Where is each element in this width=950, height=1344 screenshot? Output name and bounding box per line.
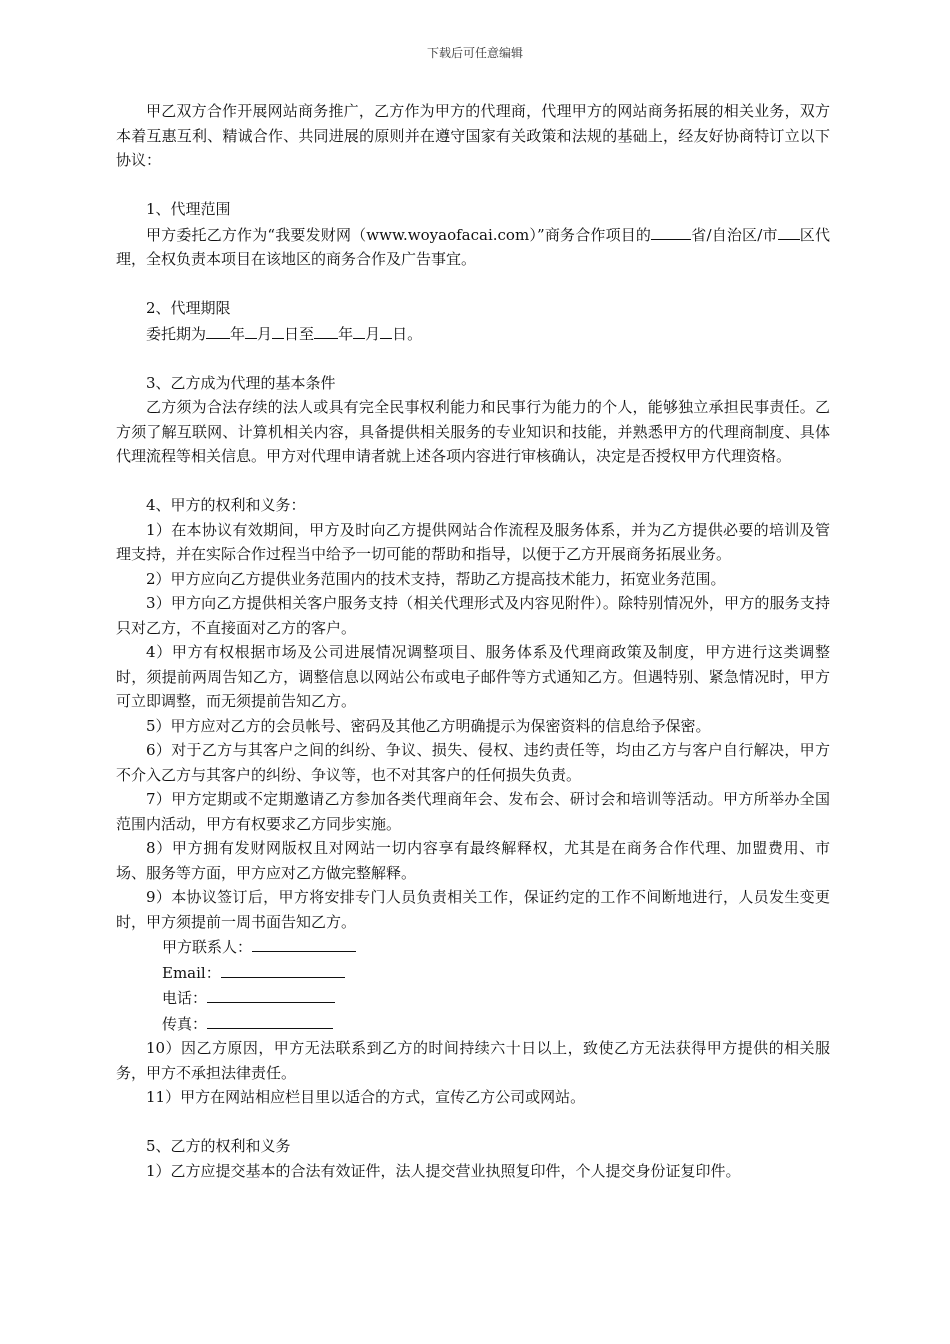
section-5-title: 5、乙方的权利和义务	[146, 1137, 291, 1155]
section-4-item-5: 5）甲方应对乙方的会员帐号、密码及其他乙方明确提示为保密资料的信息给予保密。	[146, 716, 711, 735]
email-blank	[221, 960, 345, 978]
contract-body	[116, 99, 830, 1183]
district-blank	[778, 222, 800, 240]
contact-person-line: 甲方联系人：	[116, 934, 830, 960]
section-4-item-2: 2）甲方应向乙方提供业务范围内的技术支持，帮助乙方提高技术能力，拓宽业务范围。	[146, 569, 726, 588]
end-month-blank	[353, 321, 365, 339]
section-3-text: 乙方须为合法存续的法人或具有完全民事权利能力和民事行为能力的个人，能够独立承担民事责任。乙方须了解互联网、计算机相关内容，具备提供相关服务的专业知识和技能，并熟悉甲方的代理商制度、具体代理流程等相关信息。甲方对代理申请者就上述各项内容进行审核确认，决定是否授权甲方代理资格。	[116, 398, 830, 465]
email-line: Email：	[116, 960, 830, 986]
start-month-blank	[245, 321, 257, 339]
end-year-blank	[314, 321, 338, 339]
section-4-item-9: 9）本协议签订后，甲方将安排专门人员负责相关工作，保证约定的工作不间断地进行，人员发生变更时，甲方须提前一周书面告知乙方。	[116, 888, 830, 931]
section-4-item-4: 4）甲方有权根据市场及公司进展情况调整项目、服务体系及代理商政策及制度，甲方进行这类调整时，须提前两周告知乙方，调整信息以网站公布或电子邮件等方式通知乙方。但遇特别、紧急情况时，甲方可立即调整，而无须提前告知乙方。	[116, 643, 830, 710]
section-2-title: 2、代理期限	[146, 299, 231, 317]
section-4-item-11: 11）甲方在网站相应栏目里以适合的方式，宣传乙方公司或网站。	[146, 1088, 586, 1106]
section-4-item-3: 3）甲方向乙方提供相关客户服务支持（相关代理形式及内容见附件）。除特别情况外，甲方的服务支持只对乙方，不直接面对乙方的客户。	[116, 594, 830, 637]
fax-line: 传真：	[116, 1011, 830, 1037]
fax-blank	[207, 1011, 333, 1029]
section-4-item-1: 1）在本协议有效期间，甲方及时向乙方提供网站合作流程及服务体系，并为乙方提供必要的培训及管理支持，并在实际合作过程当中给予一切可能的帮助和指导，以便于乙方开展商务拓展业务。	[116, 520, 830, 563]
province-blank	[651, 222, 691, 240]
section-1-text: 甲方委托乙方作为“我要发财网（www.woyaofacai.com）”商务合作项目的 省/自治区/市 区代理，全权负责本项目在该地区的商务合作及广告事宜。	[116, 222, 830, 272]
section-4-item-6: 6）对于乙方与其客户之间的纠纷、争议、损失、侵权、违约责任等，均由乙方与客户自行解决，甲方不介入乙方与其客户的纠纷、争议等，也不对其客户的任何损失负责。	[116, 741, 830, 784]
contact-person-blank	[252, 934, 356, 952]
section-4-item-8: 8）甲方拥有发财网版权且对网站一切内容享有最终解释权，尤其是在商务合作代理、加盟费用、市场、服务等方面，甲方应对乙方做完整解释。	[116, 839, 830, 882]
section-5-item-1: 1）乙方应提交基本的合法有效证件，法人提交营业执照复印件，个人提交身份证复印件。	[146, 1161, 741, 1180]
section-2-text: 委托期为 年 月 日至 年 月 日。	[116, 321, 830, 347]
section-4-item-10: 10）因乙方原因，甲方无法联系到乙方的时间持续六十日以上，致使乙方无法获得甲方提供的相关服务，甲方不承担法律责任。	[116, 1039, 830, 1082]
section-4-item-7: 7）甲方定期或不定期邀请乙方参加各类代理商年会、发布会、研讨会和培训等活动。甲方所举办全国范围内活动，甲方有权要求乙方同步实施。	[116, 790, 830, 833]
end-day-blank	[380, 321, 392, 339]
page-header: 下载后可任意编辑	[426, 46, 523, 60]
intro-paragraph: 甲乙双方合作开展网站商务推广，乙方作为甲方的代理商，代理甲方的网站商务拓展的相关业务，双方本着互惠互利、精诚合作、共同进展的原则并在遵守国家有关政策和法规的基础上，经友好协商特订立以下协议：	[116, 102, 830, 169]
start-year-blank	[206, 321, 230, 339]
start-day-blank	[272, 321, 284, 339]
section-4-title: 4、甲方的权利和义务：	[146, 496, 306, 514]
section-1-title: 1、代理范围	[146, 200, 231, 218]
phone-line: 电话：	[116, 985, 830, 1011]
section-3-title: 3、乙方成为代理的基本条件	[146, 373, 336, 392]
phone-blank	[207, 985, 335, 1003]
